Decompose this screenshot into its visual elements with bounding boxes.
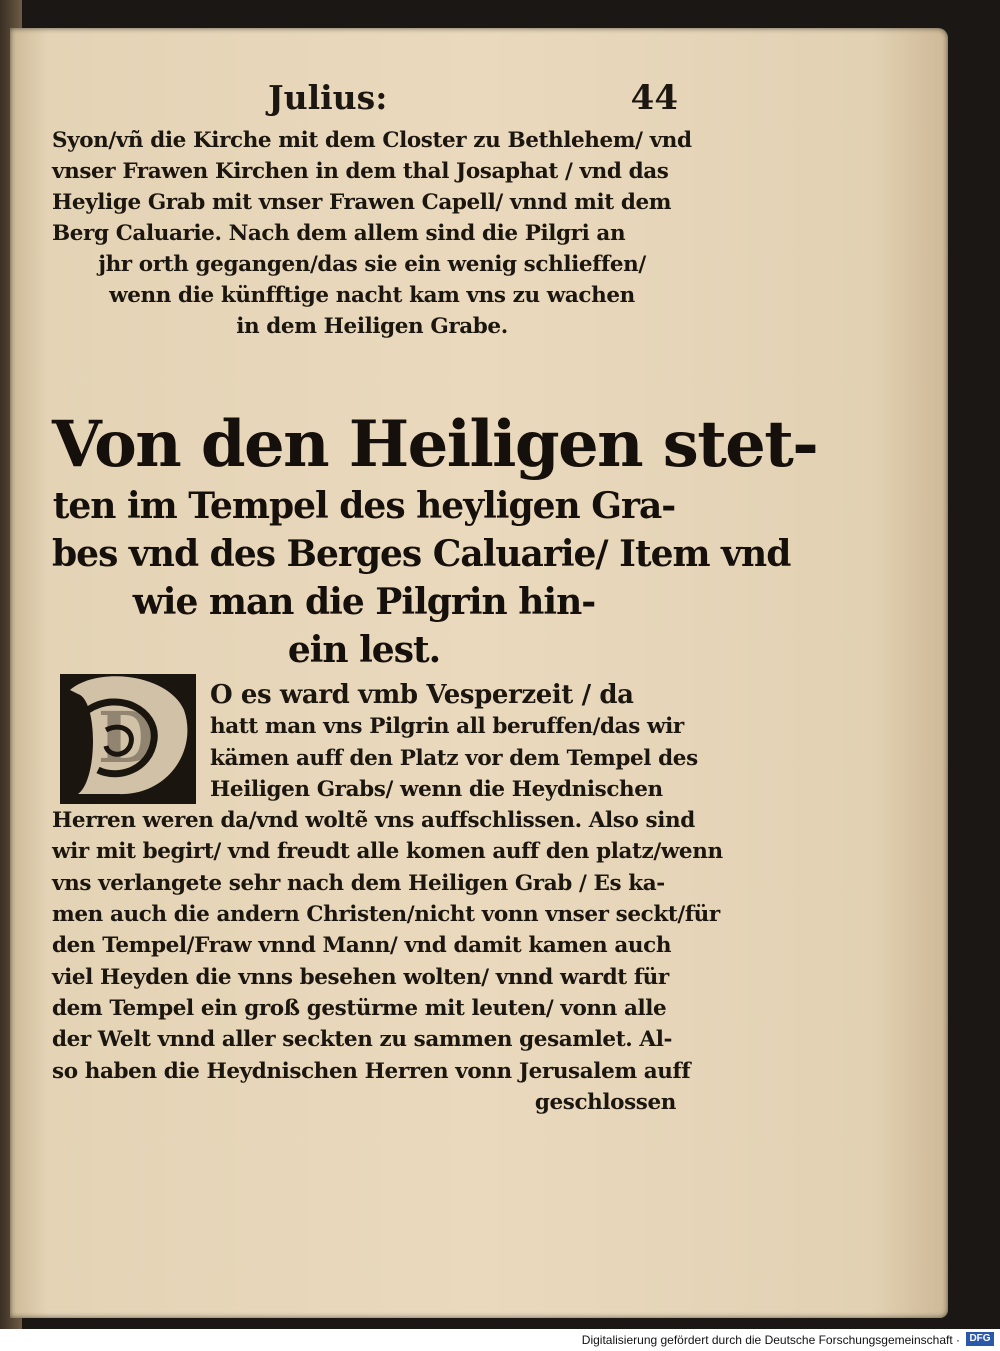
intro-line: Heylige Grab mit vnser Frawen Capell/ vnnd mit dem xyxy=(52,190,672,215)
chapter-heading-line: wie man die Pilgrin hin- xyxy=(132,581,596,623)
intro-paragraph xyxy=(52,125,692,342)
body-line: vns verlangete sehr nach dem Heiligen Grab / Es ka- xyxy=(52,870,665,896)
body-line: so haben die Heydnischen Herren vonn Jerusalem auff xyxy=(52,1058,691,1084)
intro-line: jhr orth gegangen/das sie ein wenig schlieffen/ xyxy=(98,252,646,277)
body-line: men auch die andern Christen/nicht vonn vnser seckt/für xyxy=(52,902,720,928)
body-line: Heiligen Grabs/ wenn die Heydnischen xyxy=(210,776,663,802)
chapter-heading xyxy=(52,407,818,674)
body-line: hatt man vns Pilgrin all beruffen/das wir xyxy=(210,714,684,740)
funding-credit: Digitalisierung gefördert durch die Deutsche Forschungsgemeinschaft · xyxy=(581,1333,960,1347)
body-line: den Tempel/Fraw vnnd Mann/ vnd damit kamen auch xyxy=(52,933,672,959)
body-line: Herren weren da/vnd woltẽ vns auffschlissen. Also sind xyxy=(52,808,695,834)
intro-line: vnser Frawen Kirchen in dem thal Josaphat / vnd das xyxy=(52,159,669,184)
initial-letter: D xyxy=(97,696,159,779)
body-line: kämen auff den Platz vor dem Tempel des xyxy=(210,745,698,771)
chapter-heading-line: ein lest. xyxy=(287,629,441,671)
dfg-logo: DFG xyxy=(966,1332,994,1346)
page-number: 44 xyxy=(630,78,678,118)
body-line: wir mit begirt/ vnd freudt alle komen auff den platz/wenn xyxy=(52,839,723,865)
body-paragraph xyxy=(52,680,723,1118)
body-line: dem Tempel ein groß gestürme mit leuten/ vonn alle xyxy=(52,995,667,1021)
chapter-heading-line: ten im Tempel des heyligen Gra- xyxy=(52,485,676,527)
intro-line: wenn die künfftige nacht kam vns zu wachen xyxy=(109,283,635,308)
body-line: O es ward vmb Vesperzeit / da xyxy=(210,680,634,710)
intro-line: Syon/vñ die Kirche mit dem Closter zu Bethlehem/ vnd xyxy=(52,128,692,153)
body-line: der Welt vnnd aller seckten zu sammen gesamlet. Al- xyxy=(52,1027,672,1053)
chapter-heading-line: Von den Heiligen stet- xyxy=(52,407,818,482)
body-line: viel Heyden die vnns besehen wolten/ vnnd wardt für xyxy=(52,964,669,990)
intro-line: in dem Heiligen Grabe. xyxy=(236,314,508,339)
chapter-heading-line: bes vnd des Berges Caluarie/ Item vnd xyxy=(52,533,791,575)
catchword: geschlossen xyxy=(534,1089,676,1115)
running-head-title: Julius: xyxy=(268,78,388,117)
intro-line: Berg Caluarie. Nach dem allem sind die Pilgri an xyxy=(52,221,626,246)
running-head xyxy=(268,78,678,118)
